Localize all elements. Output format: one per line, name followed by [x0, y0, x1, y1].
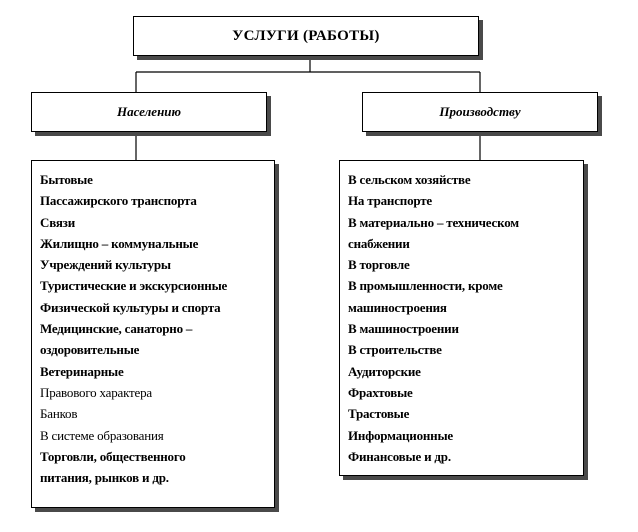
list-item: Туристические и экскурсионные: [40, 278, 228, 294]
title-text: УСЛУГИ (РАБОТЫ): [232, 27, 380, 44]
list-item: машиностроения: [348, 299, 447, 315]
list-item: Ветеринарные: [40, 363, 124, 379]
list-item: В сельском хозяйстве: [348, 172, 471, 187]
list-box-production: [339, 160, 584, 476]
list-item: Банков: [40, 406, 78, 422]
category-label-production: Производству: [439, 104, 521, 119]
list-item: Информационные: [348, 427, 453, 443]
list-item: Физической культуры и спорта: [40, 299, 221, 315]
category-label-population: Населению: [116, 104, 182, 119]
list-item: На транспорте: [348, 193, 433, 209]
list-item: В машиностроении: [348, 321, 459, 337]
list-box-population: [31, 160, 275, 508]
list-item: снабжении: [348, 235, 410, 251]
list-item: Правового характера: [40, 384, 152, 400]
list-item: Торговли, общественного: [40, 448, 186, 464]
list-item: Фрахтовые: [348, 384, 413, 400]
list-item: Учреждений культуры: [40, 257, 171, 273]
list-item: Пассажирского транспорта: [40, 193, 197, 209]
list-item: В торговле: [348, 257, 410, 273]
list-item: В промышленности, кроме: [348, 278, 503, 294]
list-item: Связи: [40, 214, 75, 230]
list-item: Аудиторские: [348, 363, 421, 379]
list-item: В системе образования: [40, 427, 164, 443]
list-item: В строительстве: [348, 342, 442, 358]
list-item: В материально – техническом: [348, 214, 519, 230]
list-item: Трастовые: [348, 406, 410, 422]
list-item: оздоровительные: [40, 342, 140, 358]
category-box-population: [31, 92, 267, 132]
title-box: [133, 16, 479, 56]
list-item: питания, рынков и др.: [40, 470, 169, 486]
list-item: Бытовые: [40, 172, 93, 187]
category-box-production: [362, 92, 598, 132]
list-item: Жилищно – коммунальные: [40, 235, 199, 251]
list-item: Медицинские, санаторно –: [40, 321, 193, 337]
list-item: Финансовые и др.: [348, 448, 451, 464]
